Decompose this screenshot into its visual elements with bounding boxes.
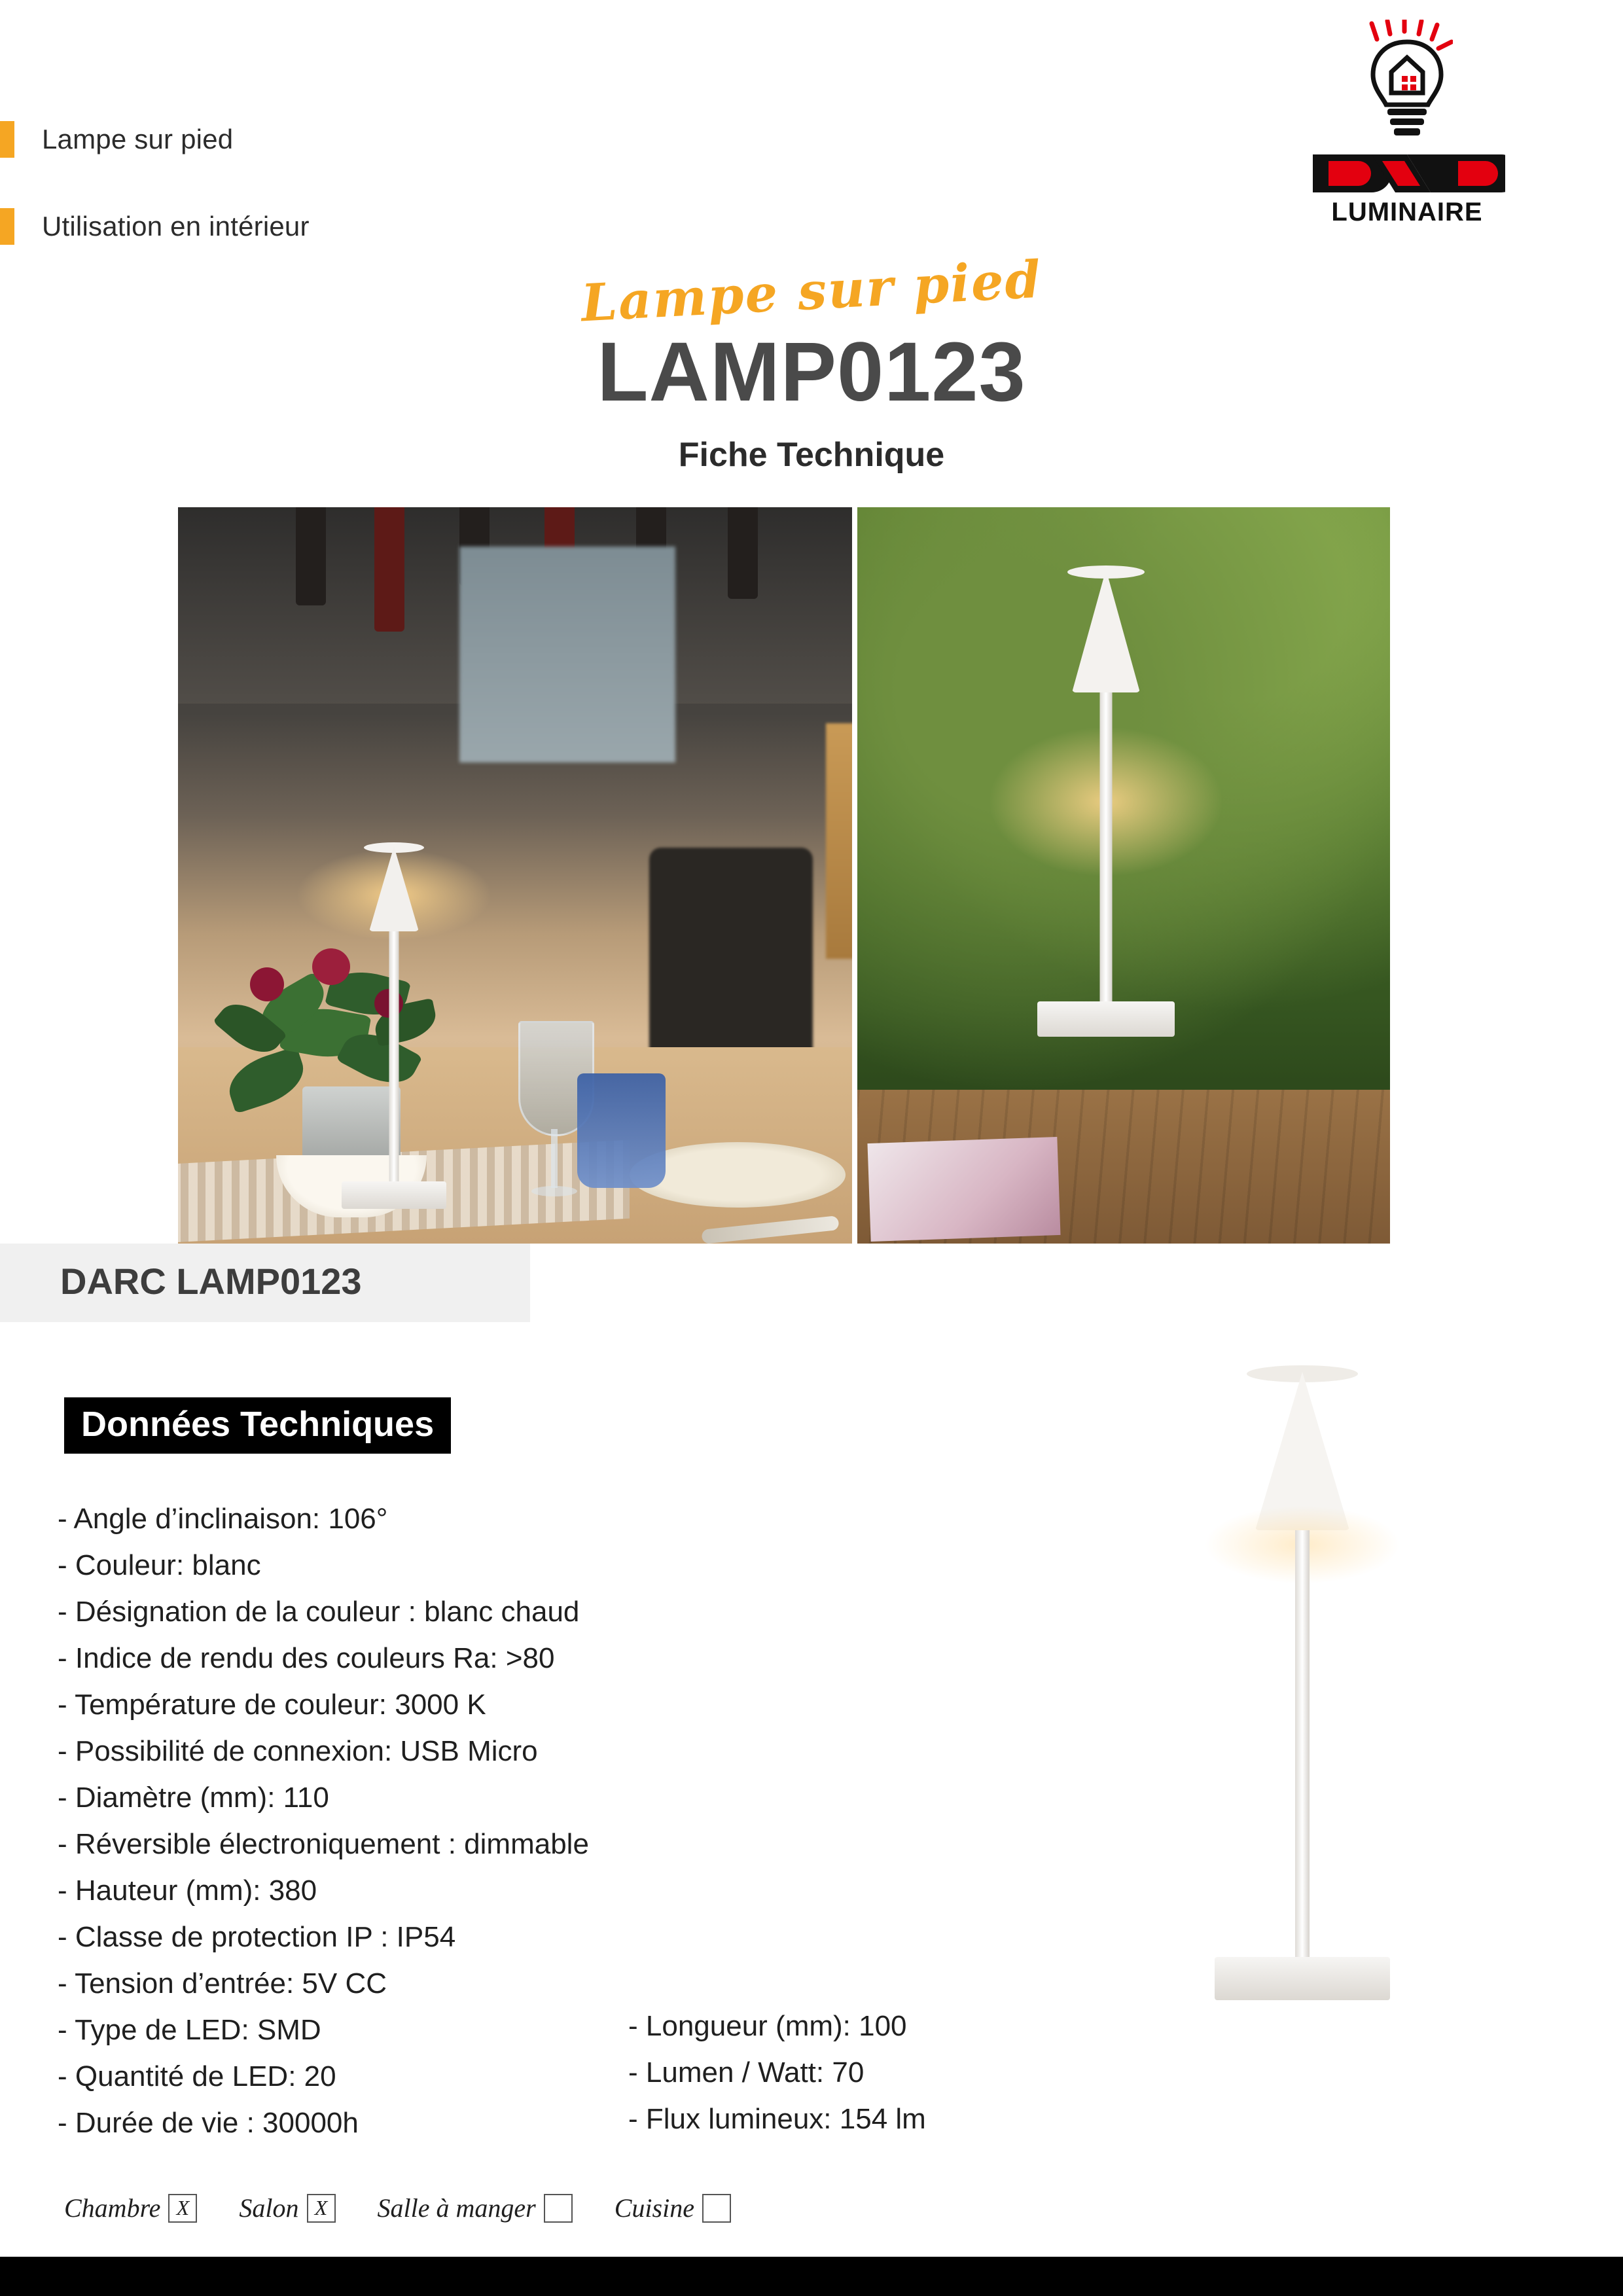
spec-item: - Flux lumineux: 154 lm xyxy=(628,2103,926,2135)
room-salle-a-manger-label: Salle à manger xyxy=(377,2193,536,2223)
bulb-house-icon xyxy=(1361,20,1453,144)
header-tag-2-label: Utilisation en intérieur xyxy=(42,211,310,242)
lamp-in-scene-left xyxy=(319,789,469,1234)
spec-item: - Angle d’inclinaison: 106° xyxy=(58,1503,388,1535)
spec-item: - Réversible électroniquement : dimmable xyxy=(58,1828,589,1860)
room-chambre xyxy=(64,2193,197,2223)
room-salle-a-manger xyxy=(378,2193,573,2223)
room-salon-label: Salon xyxy=(239,2193,299,2223)
spec-item: - Quantité de LED: 20 xyxy=(58,2060,336,2092)
room-salle-a-manger-checkbox[interactable] xyxy=(544,2194,573,2223)
reference-label: DARC LAMP0123 xyxy=(60,1261,362,1302)
product-photo-gallery xyxy=(178,507,1390,1244)
lamp-in-scene-right xyxy=(998,569,1214,1113)
spec-item: - Possibilité de connexion: USB Micro xyxy=(58,1735,538,1767)
spec-item: - Couleur: blanc xyxy=(58,1549,261,1581)
spec-item: - Type de LED: SMD xyxy=(58,2014,321,2046)
room-cuisine xyxy=(615,2193,731,2223)
logo-subtitle: LUMINAIRE xyxy=(1331,198,1483,226)
photo-outdoor-garden xyxy=(857,507,1390,1244)
spec-item: - Tension d’entrée: 5V CC xyxy=(58,1967,387,2000)
product-render-image xyxy=(1132,1368,1472,2075)
spec-item: - Durée de vie : 30000h xyxy=(58,2107,359,2139)
spec-item: - Indice de rendu des couleurs Ra: >80 xyxy=(58,1642,555,1674)
dmd-wordmark-icon xyxy=(1309,151,1505,196)
spec-item: - Diamètre (mm): 110 xyxy=(58,1782,329,1814)
room-cuisine-label: Cuisine xyxy=(614,2193,694,2223)
page-subtitle: Fiche Technique xyxy=(678,436,945,474)
photo-indoor-dining xyxy=(178,507,852,1244)
accent-bar-icon xyxy=(0,121,14,158)
spec-item: - Désignation de la couleur : blanc chaud xyxy=(58,1596,580,1628)
spec-item: - Température de couleur: 3000 K xyxy=(58,1689,486,1721)
specs-heading: Données Techniques xyxy=(64,1397,451,1454)
room-usage-row xyxy=(64,2193,773,2223)
room-chambre-label: Chambre xyxy=(64,2193,161,2223)
script-title: Lampe sur pied xyxy=(579,249,1044,334)
spec-item: - Classe de protection IP : IP54 xyxy=(58,1921,456,1953)
spec-item: - Longueur (mm): 100 xyxy=(628,2010,907,2042)
room-salon xyxy=(239,2193,335,2223)
room-chambre-checkbox[interactable]: X xyxy=(168,2194,197,2223)
header-tag-1 xyxy=(0,121,233,158)
room-salon-checkbox[interactable]: X xyxy=(307,2194,336,2223)
room-cuisine-checkbox[interactable] xyxy=(702,2194,731,2223)
footer-bar xyxy=(0,2257,1623,2296)
header-tag-2 xyxy=(0,208,310,245)
accent-bar-icon xyxy=(0,208,14,245)
brand-logo xyxy=(1296,20,1518,227)
spec-item: - Hauteur (mm): 380 xyxy=(58,1874,317,1907)
specs-column-2 xyxy=(628,2003,1217,2142)
page-title: LAMP0123 xyxy=(597,325,1026,419)
spec-item: - Lumen / Watt: 70 xyxy=(628,2056,865,2089)
header-tag-1-label: Lampe sur pied xyxy=(42,124,234,154)
